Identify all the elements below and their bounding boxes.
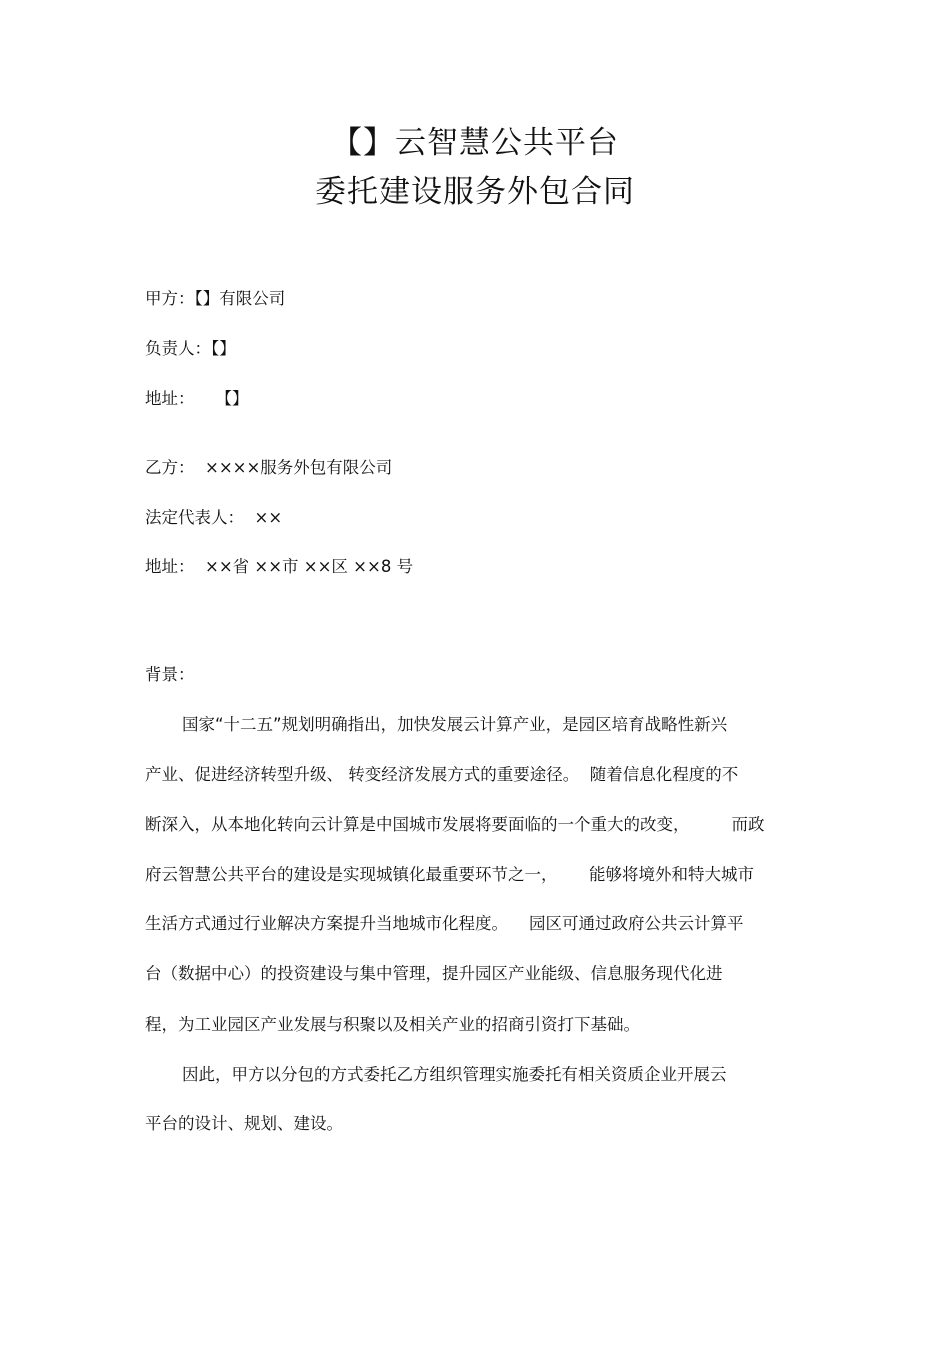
party-b-address: 地址： ××省 ××市 ××区 ××8 号 xyxy=(145,557,414,576)
party-a-name: 甲方：【】有限公司 xyxy=(145,289,286,308)
party-b-legal-representative: 法定代表人： ×× xyxy=(145,508,283,527)
background-paragraph-1-line: 产业、促进经济转型升级、 转变经济发展方式的重要途径。 随着信息化程度的不 xyxy=(145,765,739,784)
background-heading: 背景： xyxy=(145,665,195,684)
party-a-address: 地址： 【】 xyxy=(145,389,249,408)
background-paragraph-1-line: 台（数据中心）的投资建设与集中管理，提升园区产业能级、信息服务现代化进 xyxy=(145,964,723,983)
party-b-name: 乙方： ××××服务外包有限公司 xyxy=(145,458,393,477)
background-paragraph-1-line: 国家“十二五”规划明确指出，加快发展云计算产业，是园区培育战略性新兴 xyxy=(182,715,728,734)
background-paragraph-1-line: 府云智慧公共平台的建设是实现城镇化最重要环节之一， 能够将境外和特大城市 xyxy=(145,865,754,884)
background-paragraph-2-line: 平台的设计、规划、建设。 xyxy=(145,1114,343,1133)
background-paragraph-1-line: 生活方式通过行业解决方案提升当地城市化程度。 园区可通过政府公共云计算平 xyxy=(145,914,744,933)
background-paragraph-2-line: 因此，甲方以分包的方式委托乙方组织管理实施委托有相关资质企业开展云 xyxy=(182,1065,727,1084)
background-paragraph-1-line: 程，为工业园区产业发展与积聚以及相关产业的招商引资打下基础。 xyxy=(145,1015,640,1034)
background-paragraph-1-line: 断深入，从本地化转向云计算是中国城市发展将要面临的一个重大的改变， 而政 xyxy=(145,815,765,834)
contract-title-line-2: 委托建设服务外包合同 xyxy=(315,174,635,210)
contract-title-line-1: 【】云智慧公共平台 xyxy=(331,125,619,161)
party-a-principal: 负责人：【】 xyxy=(145,339,236,358)
